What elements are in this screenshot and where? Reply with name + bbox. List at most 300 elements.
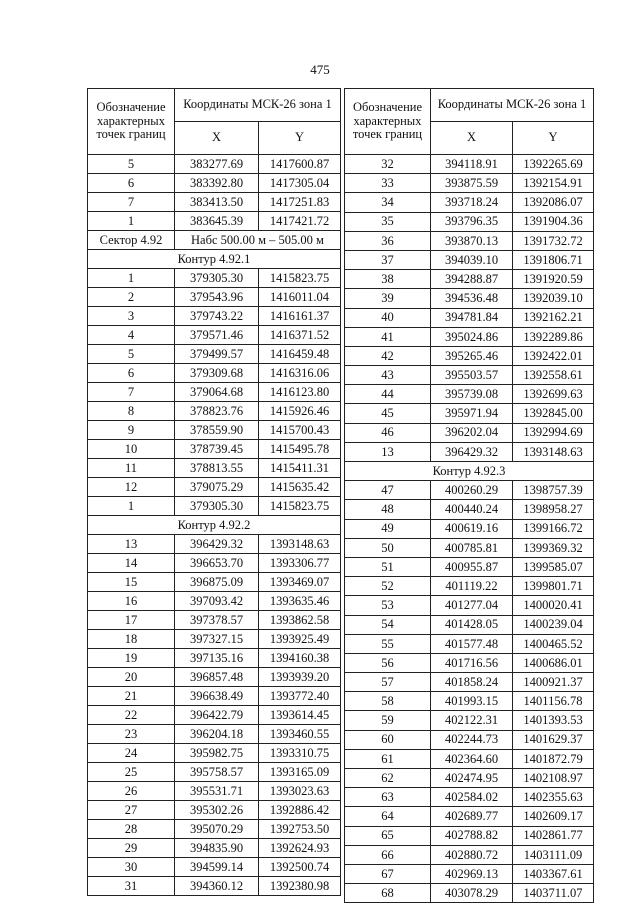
table-row xyxy=(88,269,341,288)
table-row xyxy=(345,250,594,269)
x-coordinate-cell: 397378.57 xyxy=(175,611,259,630)
x-coordinate-cell: 383413.50 xyxy=(175,193,259,212)
x-coordinate-cell: 401858.24 xyxy=(431,673,513,692)
table-row xyxy=(345,634,594,653)
y-coordinate-cell: 1393772.40 xyxy=(259,687,341,706)
point-number-cell: 24 xyxy=(88,744,175,763)
point-number-cell: 23 xyxy=(88,725,175,744)
table-row xyxy=(88,592,341,611)
point-number-cell: 21 xyxy=(88,687,175,706)
x-coordinate-cell: 379305.30 xyxy=(175,497,259,516)
y-coordinate-cell: 1393614.45 xyxy=(259,706,341,725)
y-coordinate-cell: 1417305.04 xyxy=(259,174,341,193)
table-row xyxy=(88,174,341,193)
y-coordinate-cell: 1416011.04 xyxy=(259,288,341,307)
y-coordinate-cell: 1401872.79 xyxy=(513,749,594,768)
point-number-cell: 14 xyxy=(88,554,175,573)
y-coordinate-cell: 1417421.72 xyxy=(259,212,341,231)
table-row xyxy=(345,577,594,596)
y-coordinate-cell: 1393925.49 xyxy=(259,630,341,649)
point-number-cell: 58 xyxy=(345,692,431,711)
y-coordinate-cell: 1415823.75 xyxy=(259,269,341,288)
y-coordinate-cell: 1393939.20 xyxy=(259,668,341,687)
y-coordinate-cell: 1392162.21 xyxy=(513,308,594,327)
table-row xyxy=(345,807,594,826)
y-coordinate-cell: 1416123.80 xyxy=(259,383,341,402)
point-number-cell: 68 xyxy=(345,884,431,903)
point-number-cell: 46 xyxy=(345,423,431,442)
point-number-cell: 5 xyxy=(88,155,175,174)
point-number-cell: 48 xyxy=(345,500,431,519)
point-number-cell: 61 xyxy=(345,749,431,768)
header-x: X xyxy=(431,122,513,155)
x-coordinate-cell: 400619.16 xyxy=(431,519,513,538)
table-row xyxy=(345,615,594,634)
y-coordinate-cell: 1391732.72 xyxy=(513,231,594,250)
table-row xyxy=(345,423,594,442)
x-coordinate-cell: 401119.22 xyxy=(431,577,513,596)
point-number-cell: 39 xyxy=(345,289,431,308)
y-coordinate-cell: 1415635.42 xyxy=(259,478,341,497)
table-row xyxy=(88,725,341,744)
y-coordinate-cell: 1417251.83 xyxy=(259,193,341,212)
x-coordinate-cell: 402122.31 xyxy=(431,711,513,730)
y-coordinate-cell: 1391904.36 xyxy=(513,212,594,231)
y-coordinate-cell: 1393165.09 xyxy=(259,763,341,782)
header-coords: Координаты МСК-26 зона 1 xyxy=(175,89,341,122)
x-coordinate-cell: 378739.45 xyxy=(175,440,259,459)
header-x: X xyxy=(175,122,259,155)
x-coordinate-cell: 395531.71 xyxy=(175,782,259,801)
table-row xyxy=(345,327,594,346)
x-coordinate-cell: 396638.49 xyxy=(175,687,259,706)
y-coordinate-cell: 1393023.63 xyxy=(259,782,341,801)
point-number-cell: 17 xyxy=(88,611,175,630)
table-row xyxy=(88,478,341,497)
x-coordinate-cell: 395739.08 xyxy=(431,385,513,404)
sector-height-cell: Набс 500.00 м – 505.00 м xyxy=(175,231,341,250)
point-number-cell: 13 xyxy=(345,442,431,461)
table-row xyxy=(345,212,594,231)
x-coordinate-cell: 402969.13 xyxy=(431,864,513,883)
table-row xyxy=(345,653,594,672)
y-coordinate-cell: 1392886.42 xyxy=(259,801,341,820)
point-number-cell: 29 xyxy=(88,839,175,858)
x-coordinate-cell: 383277.69 xyxy=(175,155,259,174)
table-row xyxy=(345,769,594,788)
x-coordinate-cell: 378813.55 xyxy=(175,459,259,478)
point-number-cell: 35 xyxy=(345,212,431,231)
x-coordinate-cell: 379309.68 xyxy=(175,364,259,383)
x-coordinate-cell: 402788.82 xyxy=(431,826,513,845)
table-row xyxy=(88,554,341,573)
x-coordinate-cell: 400440.24 xyxy=(431,500,513,519)
x-coordinate-cell: 395758.57 xyxy=(175,763,259,782)
table-row xyxy=(88,877,341,896)
x-coordinate-cell: 394360.12 xyxy=(175,877,259,896)
y-coordinate-cell: 1392422.01 xyxy=(513,346,594,365)
x-coordinate-cell: 401993.15 xyxy=(431,692,513,711)
table-row xyxy=(345,538,594,557)
x-coordinate-cell: 400785.81 xyxy=(431,538,513,557)
table-row xyxy=(88,155,341,174)
y-coordinate-cell: 1392380.98 xyxy=(259,877,341,896)
y-coordinate-cell: 1392086.07 xyxy=(513,193,594,212)
x-coordinate-cell: 397135.16 xyxy=(175,649,259,668)
y-coordinate-cell: 1392994.69 xyxy=(513,423,594,442)
y-coordinate-cell: 1401393.53 xyxy=(513,711,594,730)
table-row xyxy=(88,383,341,402)
contour-label-cell: Контур 4.92.1 xyxy=(88,250,341,269)
y-coordinate-cell: 1416459.48 xyxy=(259,345,341,364)
point-number-cell: 51 xyxy=(345,557,431,576)
table-row xyxy=(88,668,341,687)
x-coordinate-cell: 396429.32 xyxy=(175,535,259,554)
y-coordinate-cell: 1392265.69 xyxy=(513,155,594,174)
y-coordinate-cell: 1394160.38 xyxy=(259,649,341,668)
x-coordinate-cell: 396202.04 xyxy=(431,423,513,442)
x-coordinate-cell: 383645.39 xyxy=(175,212,259,231)
point-number-cell: 55 xyxy=(345,634,431,653)
point-number-cell: 54 xyxy=(345,615,431,634)
x-coordinate-cell: 395024.86 xyxy=(431,327,513,346)
x-coordinate-cell: 393796.35 xyxy=(431,212,513,231)
table-row xyxy=(88,630,341,649)
y-coordinate-cell: 1392699.63 xyxy=(513,385,594,404)
x-coordinate-cell: 393875.59 xyxy=(431,174,513,193)
table-row xyxy=(345,289,594,308)
y-coordinate-cell: 1392624.93 xyxy=(259,839,341,858)
x-coordinate-cell: 379743.22 xyxy=(175,307,259,326)
sector-row xyxy=(88,231,341,250)
table-row xyxy=(345,270,594,289)
x-coordinate-cell: 402244.73 xyxy=(431,730,513,749)
x-coordinate-cell: 395971.94 xyxy=(431,404,513,423)
point-number-cell: 28 xyxy=(88,820,175,839)
x-coordinate-cell: 394599.14 xyxy=(175,858,259,877)
point-number-cell: 18 xyxy=(88,630,175,649)
x-coordinate-cell: 402474.95 xyxy=(431,769,513,788)
table-row xyxy=(345,864,594,883)
point-number-cell: 66 xyxy=(345,845,431,864)
x-coordinate-cell: 401716.56 xyxy=(431,653,513,672)
point-number-cell: 32 xyxy=(345,155,431,174)
contour-label-cell: Контур 4.92.2 xyxy=(88,516,341,535)
table-row xyxy=(88,687,341,706)
table-row xyxy=(345,481,594,500)
x-coordinate-cell: 395982.75 xyxy=(175,744,259,763)
y-coordinate-cell: 1399369.32 xyxy=(513,538,594,557)
point-number-cell: 25 xyxy=(88,763,175,782)
table-row xyxy=(88,307,341,326)
y-coordinate-cell: 1415495.78 xyxy=(259,440,341,459)
y-coordinate-cell: 1398757.39 xyxy=(513,481,594,500)
table-row xyxy=(345,174,594,193)
x-coordinate-cell: 397327.15 xyxy=(175,630,259,649)
point-number-cell: 26 xyxy=(88,782,175,801)
point-number-cell: 11 xyxy=(88,459,175,478)
coordinates-table-left xyxy=(87,88,341,896)
x-coordinate-cell: 402364.60 xyxy=(431,749,513,768)
point-number-cell: 63 xyxy=(345,788,431,807)
point-number-cell: 13 xyxy=(88,535,175,554)
point-number-cell: 64 xyxy=(345,807,431,826)
header-point: Обозначение характерных точек границ xyxy=(345,89,431,155)
header-y: Y xyxy=(513,122,594,155)
y-coordinate-cell: 1393460.55 xyxy=(259,725,341,744)
x-coordinate-cell: 402689.77 xyxy=(431,807,513,826)
x-coordinate-cell: 395302.26 xyxy=(175,801,259,820)
x-coordinate-cell: 394118.91 xyxy=(431,155,513,174)
table-row xyxy=(88,364,341,383)
table-row xyxy=(345,826,594,845)
point-number-cell: 27 xyxy=(88,801,175,820)
table-row xyxy=(345,711,594,730)
x-coordinate-cell: 400260.29 xyxy=(431,481,513,500)
point-number-cell: 20 xyxy=(88,668,175,687)
y-coordinate-cell: 1416371.52 xyxy=(259,326,341,345)
y-coordinate-cell: 1400239.04 xyxy=(513,615,594,634)
x-coordinate-cell: 394536.48 xyxy=(431,289,513,308)
table-row xyxy=(345,519,594,538)
table-row xyxy=(88,820,341,839)
header-coords: Координаты МСК-26 зона 1 xyxy=(431,89,594,122)
point-number-cell: 56 xyxy=(345,653,431,672)
x-coordinate-cell: 379571.46 xyxy=(175,326,259,345)
point-number-cell: 30 xyxy=(88,858,175,877)
table-row xyxy=(88,573,341,592)
point-number-cell: 67 xyxy=(345,864,431,883)
point-number-cell: 34 xyxy=(345,193,431,212)
x-coordinate-cell: 379499.57 xyxy=(175,345,259,364)
x-coordinate-cell: 396204.18 xyxy=(175,725,259,744)
table-row xyxy=(88,744,341,763)
table-row xyxy=(345,366,594,385)
y-coordinate-cell: 1393148.63 xyxy=(513,442,594,461)
point-number-cell: 38 xyxy=(345,270,431,289)
y-coordinate-cell: 1415823.75 xyxy=(259,497,341,516)
y-coordinate-cell: 1400686.01 xyxy=(513,653,594,672)
x-coordinate-cell: 397093.42 xyxy=(175,592,259,611)
x-coordinate-cell: 394835.90 xyxy=(175,839,259,858)
table-row xyxy=(345,692,594,711)
y-coordinate-cell: 1402609.17 xyxy=(513,807,594,826)
x-coordinate-cell: 379075.29 xyxy=(175,478,259,497)
x-coordinate-cell: 395503.57 xyxy=(431,366,513,385)
point-number-cell: 52 xyxy=(345,577,431,596)
y-coordinate-cell: 1393469.07 xyxy=(259,573,341,592)
point-number-cell: 1 xyxy=(88,212,175,231)
y-coordinate-cell: 1391920.59 xyxy=(513,270,594,289)
point-number-cell: 15 xyxy=(88,573,175,592)
point-number-cell: 62 xyxy=(345,769,431,788)
table-row xyxy=(88,440,341,459)
y-coordinate-cell: 1415411.31 xyxy=(259,459,341,478)
sector-label-cell: Сектор 4.92 xyxy=(88,231,175,250)
x-coordinate-cell: 393718.24 xyxy=(431,193,513,212)
y-coordinate-cell: 1393310.75 xyxy=(259,744,341,763)
y-coordinate-cell: 1392558.61 xyxy=(513,366,594,385)
point-number-cell: 53 xyxy=(345,596,431,615)
table-row xyxy=(88,649,341,668)
y-coordinate-cell: 1399585.07 xyxy=(513,557,594,576)
point-number-cell: 49 xyxy=(345,519,431,538)
y-coordinate-cell: 1399801.71 xyxy=(513,577,594,596)
point-number-cell: 65 xyxy=(345,826,431,845)
y-coordinate-cell: 1416161.37 xyxy=(259,307,341,326)
table-row xyxy=(345,884,594,903)
point-number-cell: 7 xyxy=(88,193,175,212)
x-coordinate-cell: 394781.84 xyxy=(431,308,513,327)
table-row xyxy=(345,845,594,864)
contour-row xyxy=(345,462,594,481)
table-row xyxy=(88,193,341,212)
y-coordinate-cell: 1415700.43 xyxy=(259,421,341,440)
table-row xyxy=(345,385,594,404)
point-number-cell: 33 xyxy=(345,174,431,193)
table-row xyxy=(88,326,341,345)
table-row xyxy=(88,706,341,725)
y-coordinate-cell: 1417600.87 xyxy=(259,155,341,174)
table-row xyxy=(88,402,341,421)
table-row xyxy=(345,308,594,327)
x-coordinate-cell: 396653.70 xyxy=(175,554,259,573)
table-row xyxy=(345,442,594,461)
table-row xyxy=(345,749,594,768)
point-number-cell: 16 xyxy=(88,592,175,611)
table-row xyxy=(345,155,594,174)
table-row xyxy=(345,404,594,423)
header-y: Y xyxy=(259,122,341,155)
y-coordinate-cell: 1393306.77 xyxy=(259,554,341,573)
point-number-cell: 45 xyxy=(345,404,431,423)
coordinates-table-right xyxy=(344,88,594,903)
point-number-cell: 2 xyxy=(88,288,175,307)
y-coordinate-cell: 1393635.46 xyxy=(259,592,341,611)
table-row xyxy=(345,730,594,749)
y-coordinate-cell: 1392039.10 xyxy=(513,289,594,308)
y-coordinate-cell: 1403711.07 xyxy=(513,884,594,903)
table-row xyxy=(88,497,341,516)
table-row xyxy=(345,231,594,250)
point-number-cell: 12 xyxy=(88,478,175,497)
contour-label-cell: Контур 4.92.3 xyxy=(345,462,594,481)
point-number-cell: 22 xyxy=(88,706,175,725)
x-coordinate-cell: 402880.72 xyxy=(431,845,513,864)
x-coordinate-cell: 379543.96 xyxy=(175,288,259,307)
x-coordinate-cell: 395070.29 xyxy=(175,820,259,839)
point-number-cell: 8 xyxy=(88,402,175,421)
x-coordinate-cell: 400955.87 xyxy=(431,557,513,576)
contour-row xyxy=(88,516,341,535)
point-number-cell: 3 xyxy=(88,307,175,326)
x-coordinate-cell: 379305.30 xyxy=(175,269,259,288)
y-coordinate-cell: 1400465.52 xyxy=(513,634,594,653)
x-coordinate-cell: 379064.68 xyxy=(175,383,259,402)
x-coordinate-cell: 401277.04 xyxy=(431,596,513,615)
table-row xyxy=(345,193,594,212)
table-row xyxy=(88,288,341,307)
y-coordinate-cell: 1392500.74 xyxy=(259,858,341,877)
y-coordinate-cell: 1399166.72 xyxy=(513,519,594,538)
x-coordinate-cell: 403078.29 xyxy=(431,884,513,903)
x-coordinate-cell: 378559.90 xyxy=(175,421,259,440)
point-number-cell: 1 xyxy=(88,497,175,516)
point-number-cell: 10 xyxy=(88,440,175,459)
table-row xyxy=(88,459,341,478)
contour-row xyxy=(88,250,341,269)
x-coordinate-cell: 393870.13 xyxy=(431,231,513,250)
table-row xyxy=(345,673,594,692)
point-number-cell: 19 xyxy=(88,649,175,668)
point-number-cell: 41 xyxy=(345,327,431,346)
y-coordinate-cell: 1400020.41 xyxy=(513,596,594,615)
x-coordinate-cell: 396429.32 xyxy=(431,442,513,461)
y-coordinate-cell: 1392753.50 xyxy=(259,820,341,839)
point-number-cell: 5 xyxy=(88,345,175,364)
page-number: 475 xyxy=(310,62,330,77)
point-number-cell: 7 xyxy=(88,383,175,402)
x-coordinate-cell: 396857.48 xyxy=(175,668,259,687)
table-row xyxy=(88,763,341,782)
table-row xyxy=(345,557,594,576)
point-number-cell: 59 xyxy=(345,711,431,730)
table-row xyxy=(345,346,594,365)
x-coordinate-cell: 394288.87 xyxy=(431,270,513,289)
table-row xyxy=(88,858,341,877)
y-coordinate-cell: 1416316.06 xyxy=(259,364,341,383)
x-coordinate-cell: 401428.05 xyxy=(431,615,513,634)
point-number-cell: 9 xyxy=(88,421,175,440)
x-coordinate-cell: 401577.48 xyxy=(431,634,513,653)
table-row xyxy=(88,345,341,364)
x-coordinate-cell: 378823.76 xyxy=(175,402,259,421)
y-coordinate-cell: 1415926.46 xyxy=(259,402,341,421)
y-coordinate-cell: 1393148.63 xyxy=(259,535,341,554)
point-number-cell: 43 xyxy=(345,366,431,385)
table-row xyxy=(88,782,341,801)
x-coordinate-cell: 396422.79 xyxy=(175,706,259,725)
point-number-cell: 57 xyxy=(345,673,431,692)
x-coordinate-cell: 396875.09 xyxy=(175,573,259,592)
point-number-cell: 31 xyxy=(88,877,175,896)
x-coordinate-cell: 402584.02 xyxy=(431,788,513,807)
y-coordinate-cell: 1392154.91 xyxy=(513,174,594,193)
point-number-cell: 6 xyxy=(88,174,175,193)
point-number-cell: 40 xyxy=(345,308,431,327)
y-coordinate-cell: 1393862.58 xyxy=(259,611,341,630)
table-row xyxy=(345,788,594,807)
y-coordinate-cell: 1402355.63 xyxy=(513,788,594,807)
table-row xyxy=(88,801,341,820)
y-coordinate-cell: 1401629.37 xyxy=(513,730,594,749)
x-coordinate-cell: 383392.80 xyxy=(175,174,259,193)
y-coordinate-cell: 1392845.00 xyxy=(513,404,594,423)
header-point: Обозначение характерных точек границ xyxy=(88,89,175,155)
table-row xyxy=(88,611,341,630)
x-coordinate-cell: 395265.46 xyxy=(431,346,513,365)
y-coordinate-cell: 1402861.77 xyxy=(513,826,594,845)
y-coordinate-cell: 1400921.37 xyxy=(513,673,594,692)
point-number-cell: 1 xyxy=(88,269,175,288)
y-coordinate-cell: 1403367.61 xyxy=(513,864,594,883)
point-number-cell: 4 xyxy=(88,326,175,345)
table-row xyxy=(88,212,341,231)
point-number-cell: 44 xyxy=(345,385,431,404)
table-row xyxy=(345,500,594,519)
y-coordinate-cell: 1401156.78 xyxy=(513,692,594,711)
point-number-cell: 47 xyxy=(345,481,431,500)
